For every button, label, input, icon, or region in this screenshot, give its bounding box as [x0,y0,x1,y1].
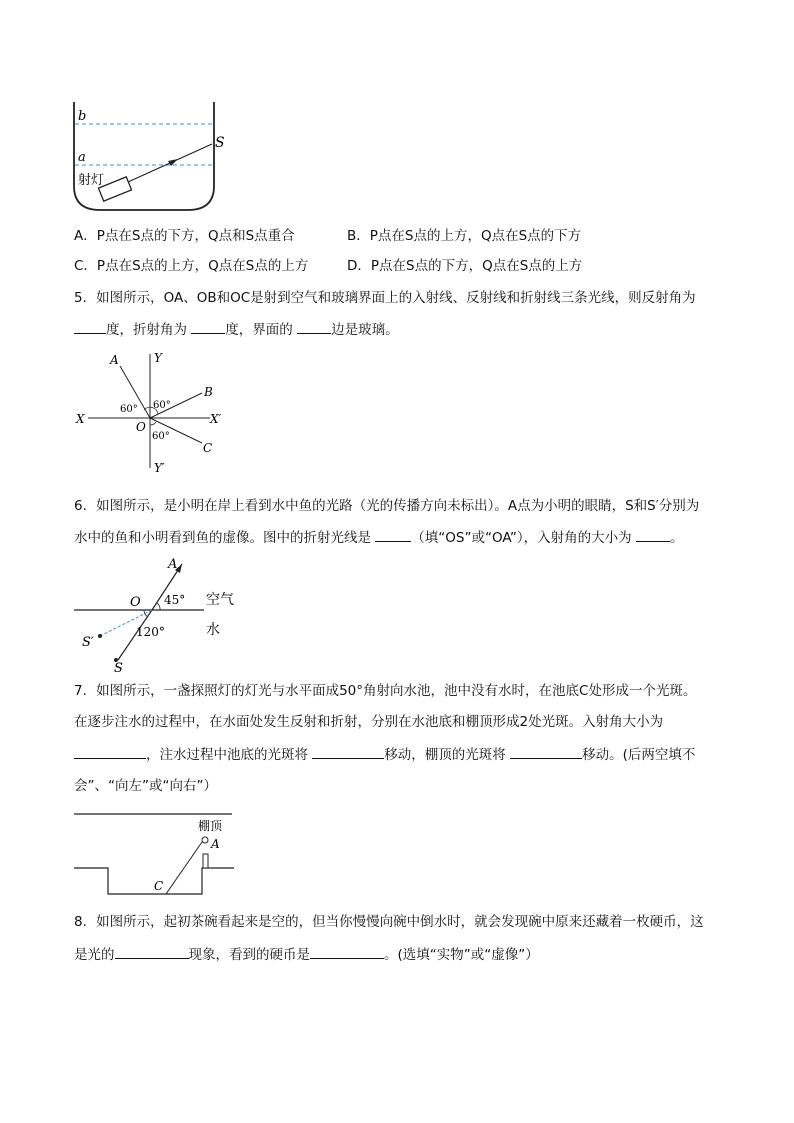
label-B: B [204,385,213,399]
q7-text-seg1: ，注水过程中池底的光斑将 [146,747,313,763]
angle-arc-45 [157,603,160,610]
q7-text-seg2: 移动，棚顶的光斑将 [384,747,511,763]
point-sp [98,634,102,638]
q6-blank-refracted-ray[interactable] [375,527,411,542]
q6-question-line1: 6．如图所示，是小明在岸上看到水中鱼的光路（光的传播方向未标出）。A点为小明的眼睛，S和S′分别为 [74,498,700,514]
label-O: O [130,595,141,610]
label-s: S [215,135,225,151]
q8-blank-phenomenon[interactable] [115,944,189,959]
label-A: A [110,353,119,367]
q5-blank-reflection-angle[interactable] [74,319,106,334]
q4-option-b: B．P点在S点的上方，Q点在S点的下方 [347,228,582,244]
label-air: 空气 [206,592,234,608]
angle-120: 120° [136,625,165,639]
q6-text-seg3: 。 [669,530,684,546]
label-Y: Y [154,351,162,365]
q8-blank-image-type[interactable] [310,944,384,959]
q5-reflection-figure [70,348,240,478]
q7-question-line2: 在逐步注水的过程中，在水面处发生反射和折射，分别在水池底和棚顶形成2处光斑。入射角大小为 [74,714,664,730]
q8-question-line1: 8．如图所示，起初茶碗看起来是空的，但当你慢慢向碗中倒水时，就会发现碗中原来还藏着一枚硬币，这 [74,914,704,930]
label-Xp: X′ [210,412,222,426]
q7-text-seg3: 移动。(后两空填不 [582,747,696,763]
label-A: A [211,837,220,851]
label-b: b [78,109,87,124]
q8-question-line2 [74,944,539,965]
q7-blank-bottom-spot[interactable] [312,744,384,759]
q8-text-seg2: 现象，看到的硬币是 [188,947,310,963]
q8-text-seg3: 。(选填“实物”或“虚像”） [384,947,539,963]
container-outline [74,102,214,210]
spotlight-stand [203,854,208,868]
label-C: C [154,879,164,893]
label-Sp: S′ [82,635,94,650]
q5-text-seg2: 度，界面的 [225,322,298,338]
angle-60-c: 60° [152,431,170,442]
q7-blank-roof-spot[interactable] [510,744,582,759]
angle-arc-lower [150,422,156,425]
label-Yp: Y′ [154,461,165,475]
angle-45: 45° [164,593,186,607]
q6-text-seg2: （填“OS”或“OA”），入射角的大小为 [411,530,636,546]
q4-option-c: C．P点在S点的上方，Q点在S点的上方 [74,258,309,274]
label-X: X [76,412,85,426]
light-beam [166,842,202,894]
label-O: O [136,420,146,434]
q5-blank-glass-side[interactable] [297,319,331,334]
angle-60-a: 60° [120,404,138,415]
label-C: C [203,441,213,455]
q7-pool-figure [70,806,250,902]
q4-option-a: A．P点在S点的下方，Q点和S点重合 [74,228,295,244]
q7-question-line4: 会”、“向左”或“向右”） [74,778,217,794]
q4-option-d: D．P点在S点的下方，Q点在S点的上方 [347,258,583,274]
q6-blank-incidence-angle[interactable] [636,527,670,542]
q7-question-line3 [74,744,695,765]
label-roof: 棚顶 [198,819,223,833]
q5-text-seg3: 边是玻璃。 [331,322,399,338]
spotlight-a [202,837,208,843]
q6-question-line2 [74,527,683,548]
q6-text-seg1: 水中的鱼和小明看到鱼的虚像。图中的折射光线是 [74,530,376,546]
lamp-label: 射灯 [78,173,105,188]
label-water: 水 [206,622,220,638]
q5-question-line2 [74,319,399,340]
label-A: A [168,557,178,572]
angle-60-b: 60° [153,400,171,411]
label-S: S [114,661,123,676]
q5-question-line1: 5．如图所示，OA、OB和OC是射到空气和玻璃界面上的入射线、反射线和折射线三条光线，则反射角为 [74,290,696,306]
q7-question-line1: 7．如图所示，一盏探照灯的灯光与水平面成50°角射向水池，池中没有水时，在池底C处形成一个光斑。 [74,683,697,699]
q7-blank-incidence-angle[interactable] [74,744,146,759]
q8-text-seg1: 是光的 [74,947,115,963]
q5-blank-refraction-angle[interactable] [191,319,225,334]
label-a: a [78,150,86,165]
lamp-container-figure [60,98,250,216]
q6-fish-figure [70,556,250,676]
q5-text-seg1: 度，折射角为 [106,322,192,338]
